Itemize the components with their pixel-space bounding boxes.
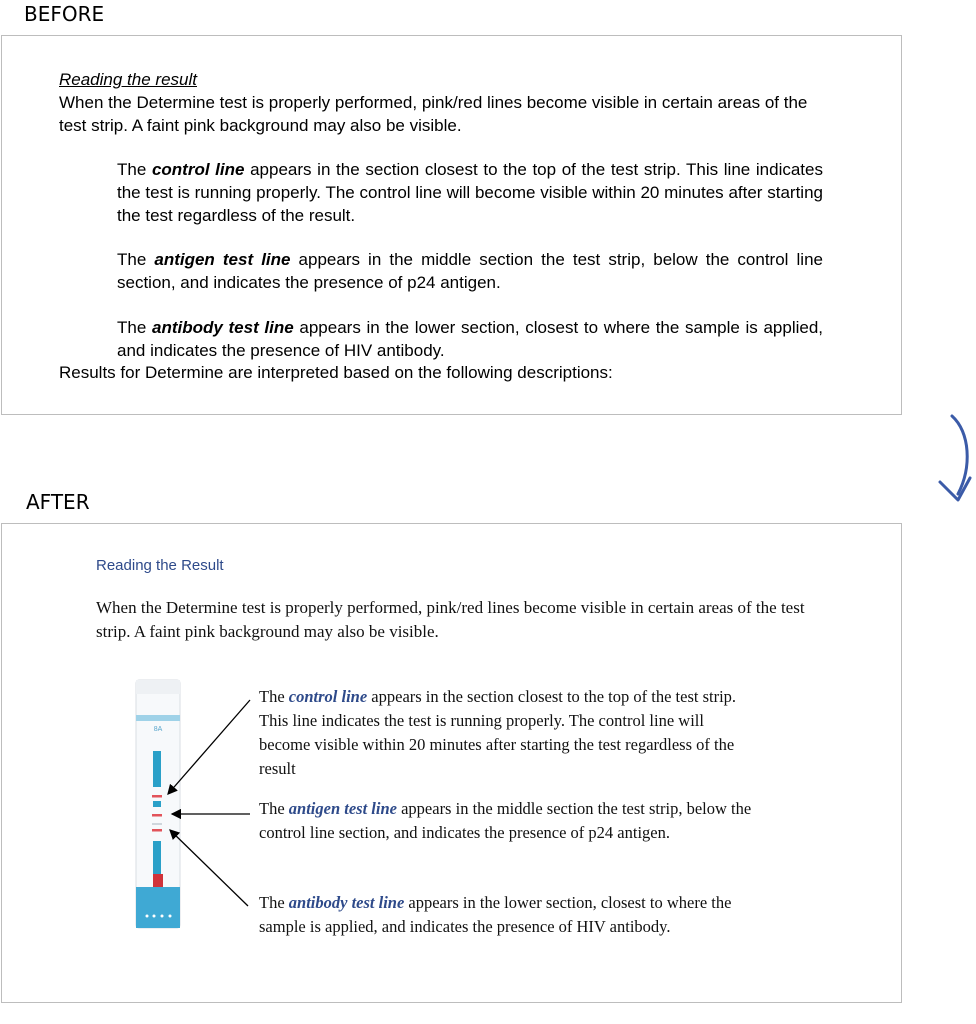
after-intro: When the Determine test is properly performed, pink/red lines become visible in certain areas of the test strip. A faint pink background may also be visible.: [96, 598, 805, 641]
before-control-line-paragraph: [117, 158, 823, 227]
before-intro: When the Determine test is properly performed, pink/red lines become visible in certain areas of the test strip. A faint pink background may also be visible.: [59, 93, 808, 135]
para-prefix: The: [117, 250, 155, 269]
para-text: appears in the section closest to the top of the test strip. This line indicates the test is running properly. The control line will become visible within 20 minutes after starting the test regardless of the result: [259, 687, 737, 778]
after-antibody-line-paragraph: [259, 891, 759, 939]
after-panel: [1, 523, 902, 1003]
para-prefix: The: [117, 318, 152, 337]
para-text: appears in the lower section, closest to where the sample is applied, and indicates the presence of HIV antibody.: [259, 893, 732, 936]
control-line-arrow: [168, 700, 250, 794]
before-heading: Reading the result: [59, 70, 197, 89]
after-antigen-line-paragraph: [259, 797, 759, 845]
before-footer: Results for Determine are interpreted based on the following descriptions:: [59, 363, 613, 382]
control-line-term: control line: [288, 687, 368, 706]
antigen-line-term: antigen test line: [154, 250, 291, 269]
para-text: appears in the middle section the test strip, below the control line section, and indicates the presence of p24 antigen.: [259, 799, 752, 842]
para-text: appears in the section closest to the top of the test strip. This line indicates the test is running properly. The control line will become visible within 20 minutes after starting the test regardless of the result.: [117, 160, 823, 225]
strip-label: 8A: [153, 726, 163, 733]
control-line-term: control line: [151, 160, 245, 179]
after-label: AFTER: [26, 490, 90, 514]
curved-arrow-icon: [930, 412, 976, 512]
before-antibody-line-paragraph: [117, 316, 823, 362]
para-prefix: The: [259, 687, 289, 706]
before-label: BEFORE: [24, 2, 105, 26]
antibody-line-arrow: [170, 830, 248, 906]
para-text: appears in the lower section, closest to where the sample is applied, and indicates the presence of HIV antibody.: [117, 318, 824, 360]
para-prefix: The: [259, 799, 289, 818]
para-text: appears in the middle section the test strip, below the control line section, and indicates the presence of p24 antigen.: [117, 250, 823, 292]
after-control-line-paragraph: [259, 685, 759, 781]
para-prefix: The: [117, 160, 152, 179]
before-panel: [1, 35, 902, 415]
antigen-line-term: antigen test line: [288, 799, 397, 818]
antibody-line-term: antibody test line: [151, 318, 294, 337]
antibody-line-term: antibody test line: [288, 893, 405, 912]
after-heading: Reading the Result: [96, 557, 224, 574]
before-antigen-line-paragraph: [117, 248, 823, 294]
para-prefix: The: [259, 893, 289, 912]
